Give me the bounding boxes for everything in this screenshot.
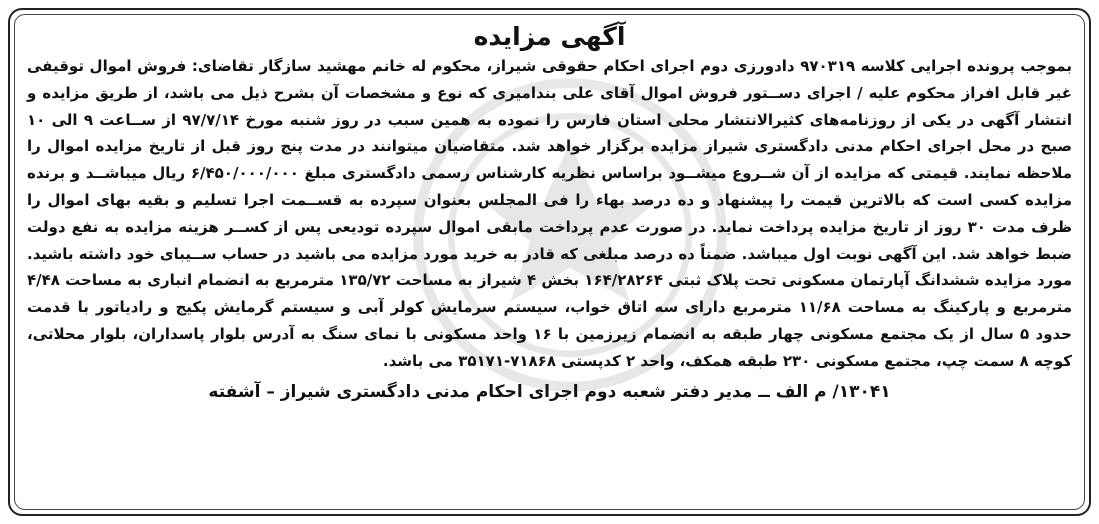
notice-content	[14, 14, 1085, 510]
notice-signature: ۱۳۰۴۱/ م الف ــ مدیر دفتر شعبه دوم اجرای احکام مدنی دادگستری شیراز – آشفته	[208, 381, 891, 402]
notice-body: بموجب پرونده اجرایی کلاسه ۹۷۰۳۱۹ دادورزی دوم اجرای احکام حقوقی شیراز، محکوم له خانم مهشید سازگار تقاضای: فروش اموال توقیفی غیر قابل افراز محکوم علیه / اجرای دســتور فروش اموال آقای علی بندامیری که نوع و مشخصات آن بشرح ذیل می باشد، از طریق مزایده و انتشار آگهی در یکی از روزنامه‌های کثیرالانتشار محلی استان فارس را نموده به همین سبب در روز شنبه مورخ ۹۷/۷/۱۴ از ســاعت ۹ الی ۱۰ صبح در محل اجرای احکام مدنی دادگستری شیراز مزایده برگزار خواهد شد. متقاضیان میتوانند در مدت پنج روز قبل از تاریخ مزایده اموال را ملاحظه نمایند. قیمتی که مزایده از آن شــروع میشــود براساس نظریه کارشناس رسمی دادگستری مبلغ ۶/۴۵۰/۰۰۰/۰۰۰ ریال میباشــد و برنده مزایده کسی است که بالاترین قیمت را پیشنهاد و ده درصد بهاء را فی المجلس بعنوان سپرده به قســمت اجرا تسلیم و بقیه بهای اموال را ظرف مدت ۳۰ روز از تاریخ مزایده پرداخت نماید. در صورت عدم پرداخت مابقی اموال سپرده تودیعی پس از کســر هزینه مزایده به نفع دولت ضبط خواهد شد. این آگهی نوبت اول میباشد. ضمناً ده درصد مبلغی که قادر به خرید مورد مزایده می باشید در حساب ســیبای خود داشته باشید. مورد مزایده ششدانگ آپارتمان مسکونی تحت پلاک ثبتی ۱۶۴/۲۸۲۶۴ بخش ۴ شیراز به مساحت ۱۳۵/۷۲ مترمربع به انضمام انباری به مساحت ۴/۴۸ مترمربع و پارکینگ به مساحت ۱۱/۶۸ مترمربع دارای سه اتاق خواب، سیستم سرمایش کولر آبی و سیستم گرمایش پکیج و رادیاتور با قدمت حدود ۵ سال از یک مجتمع مسکونی چهار طبقه به انضمام زیرزمین با ۱۶ واحد مسکونی با نمای سنگ به آدرس بلوار پاسداران، بلوار محلاتی، کوچه ۸ سمت چپ، مجتمع مسکونی ۲۳۰ طبقه همکف، واحد ۲ کدپستی ۷۱۸۶۸-۳۵۱۷۱ می باشد.	[27, 57, 1072, 370]
notice-title: آگهی مزایده	[473, 22, 626, 51]
notice-frame	[8, 8, 1091, 516]
